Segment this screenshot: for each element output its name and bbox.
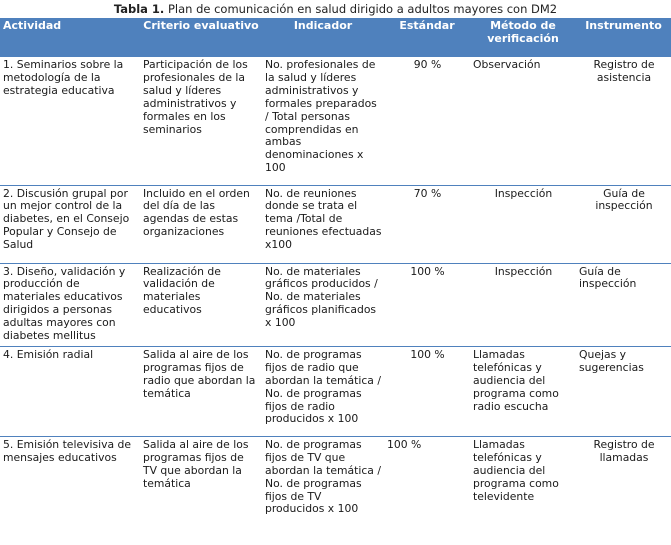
header-criterio: Criterio evaluativo: [140, 18, 262, 57]
table-caption: [0, 0, 671, 18]
cell-metodo: Llamadas telefónicas y audiencia del programa como radio escucha: [470, 346, 576, 436]
header-row: [0, 18, 671, 57]
table-row: [0, 263, 671, 346]
table-row: [0, 57, 671, 185]
cell-estandar: 100 %: [387, 437, 422, 451]
table-row: [0, 436, 671, 532]
cell-estandar: 100 %: [384, 346, 470, 436]
cell-indicador: No. de materiales gráficos producidos / No. de materiales gráficos planificados x 100: [262, 263, 384, 346]
cell-instrumento: Registro de asistencia: [576, 57, 671, 185]
cell-indicador: No. profesionales de la salud y líderes administrativos y formales preparados / Total personas comprendidas en ambas denominaciones x 100: [262, 57, 384, 185]
cell-estandar: 70 %: [384, 185, 470, 263]
cell-actividad: 2. Discusión grupal por un mejor control de la diabetes, en el Consejo Popular y Consejo de Salud: [0, 185, 140, 263]
cell-estandar: 100 %: [384, 263, 470, 346]
cell-criterio: Salida al aire de los programas fijos de radio que abordan la temática: [140, 346, 262, 436]
cell-actividad: 4. Emisión radial: [0, 346, 140, 436]
cell-metodo: Llamadas telefónicas y audiencia del programa como televidente: [473, 437, 559, 503]
cell-criterio: Salida al aire de los programas fijos de TV que abordan la temática: [143, 437, 249, 490]
cell-instrumento: Guía de inspección: [576, 185, 671, 263]
cell-estandar: 90 %: [384, 57, 470, 185]
cell-metodo: Inspección: [470, 263, 576, 346]
communication-plan-table: [0, 18, 671, 532]
cell-instrumento: Registro de llamadas: [593, 437, 655, 464]
cell-actividad: 1. Seminarios sobre la metodología de la estrategia educativa: [0, 57, 140, 185]
cell-metodo: Inspección: [470, 185, 576, 263]
table-row: [0, 346, 671, 436]
header-estandar: Estándar: [384, 18, 470, 57]
cell-instrumento: Quejas y sugerencias: [576, 346, 671, 436]
caption-text: Plan de comunicación en salud dirigido a adultos mayores con DM2: [167, 2, 558, 16]
cell-actividad: 5. Emisión televisiva de mensajes educativos: [3, 437, 132, 464]
cell-criterio: Realización de validación de materiales educativos: [140, 263, 262, 346]
header-metodo: Método de verificación: [470, 18, 576, 57]
header-actividad: Actividad: [0, 18, 140, 57]
cell-metodo: Observación: [470, 57, 576, 185]
cell-instrumento: Guía de inspección: [576, 263, 671, 346]
table-row: [0, 185, 671, 263]
header-indicador: Indicador: [262, 18, 384, 57]
cell-criterio: Incluido en el orden del día de las agendas de estas organizaciones: [140, 185, 262, 263]
cell-criterio: Participación de los profesionales de la salud y líderes administrativos y formales en los seminarios: [140, 57, 262, 185]
cell-indicador: No. de programas fijos de radio que abordan la temática / No. de programas fijos de radio producidos x 100: [262, 346, 384, 436]
cell-indicador: No. de reuniones donde se trata el tema /Total de reuniones efectuadas x100: [262, 185, 384, 263]
cell-actividad: 3. Diseño, validación y producción de materiales educativos dirigidos a personas adultas mayores con diabetes mellitus: [0, 263, 140, 346]
cell-indicador: No. de programas fijos de TV que abordan la temática / No. de programas fijos de TV producidos x 100: [265, 437, 381, 516]
header-instrumento: Instrumento: [576, 18, 671, 57]
caption-label: Tabla 1.: [113, 2, 165, 16]
